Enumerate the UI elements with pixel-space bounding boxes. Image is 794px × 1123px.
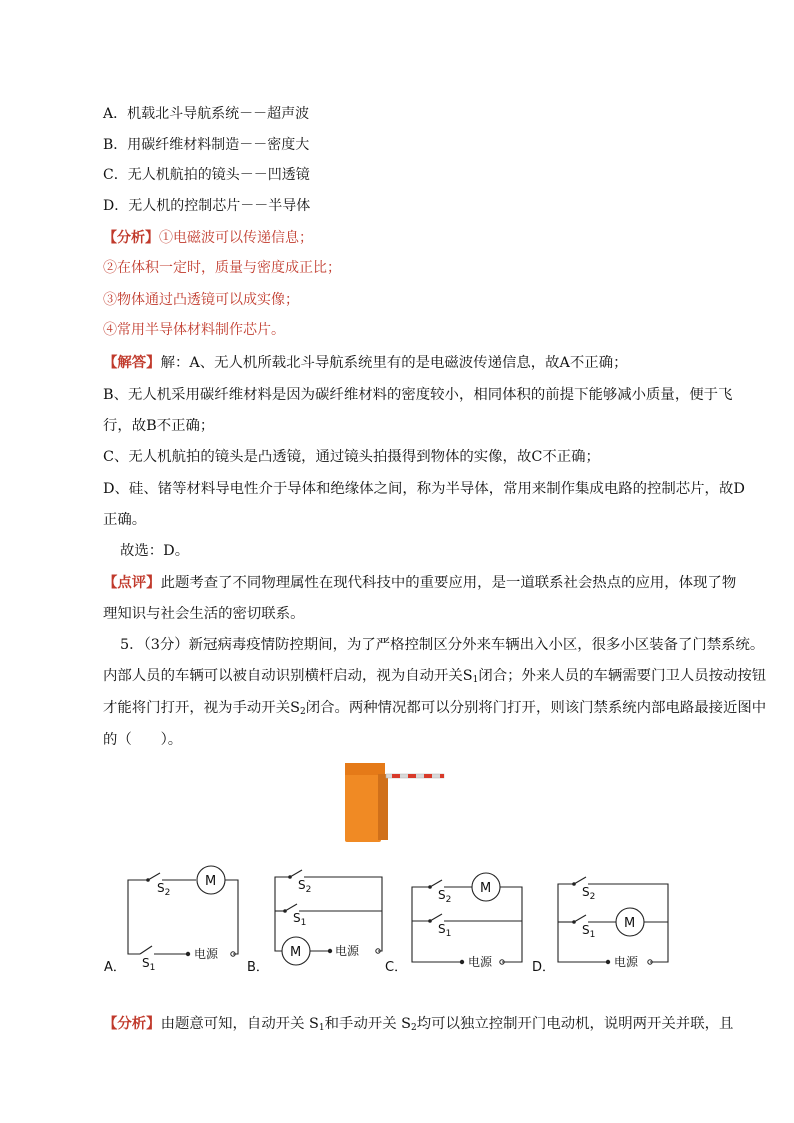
circuit-label-c: C． <box>385 960 408 975</box>
switch-s1-label: $S_1$ <box>293 911 307 928</box>
switch-s2-label: $S_2$ <box>298 878 312 895</box>
solution-text: 解：A、无人机所载北斗导航系统里有的是电磁波传递信息，故A不正确； <box>160 355 628 371</box>
circuit-a <box>128 866 238 954</box>
comment-line-2: 理知识与社会生活的密切联系。 <box>103 606 305 622</box>
analysis-text: ①电磁波可以传递信息； <box>159 230 313 246</box>
solution-line-3: 行，故B不正确； <box>103 418 215 434</box>
question-text: 闭合。两种情况都可以分别将门打开，则该门禁系统内部电路最接近图中 <box>305 700 767 716</box>
power-source-label: 电源 <box>335 944 360 958</box>
solution-line-6: 正确。 <box>103 512 147 528</box>
solution-tag: 【解答】 <box>103 354 161 371</box>
analysis5-sub: 2 <box>411 1023 417 1033</box>
switch-s2-label: $S_2$ <box>438 888 452 905</box>
solution-line-2: B、无人机采用碳纤维材料是因为碳纤维材料的密度较小，相同体积的前提下能够减小质量，便于飞 <box>103 387 733 403</box>
power-source-label: 电源 <box>614 955 639 969</box>
solution-line-4: C、无人机航拍的镜头是凸透镜，通过镜头拍摄得到物体的实像，故C不正确； <box>103 449 600 465</box>
question-text: 内部人员的车辆可以被自动识别横杆启动，视为自动开关 <box>103 668 463 684</box>
question-line-4: 的（ ）。 <box>103 732 183 748</box>
analysis5-tag: 【分析】 <box>103 1015 161 1032</box>
option-b: B．用碳纤维材料制造－－密度大 <box>103 137 310 153</box>
option-d: D．无人机的控制芯片－－半导体 <box>103 198 311 214</box>
analysis-line-2: ②在体积一定时，质量与密度成正比； <box>103 260 341 276</box>
circuit-label-d: D． <box>532 960 556 975</box>
circuit-d <box>558 877 668 962</box>
analysis-line-4: ④常用半导体材料制作芯片。 <box>103 322 285 338</box>
switch-s2-label: $S_2$ <box>157 881 171 898</box>
switch-s2-label: $S_2$ <box>290 700 306 717</box>
analysis-tag: 【分析】 <box>103 230 159 246</box>
analysis-line-3: ③物体通过凸透镜可以成实像； <box>103 292 299 308</box>
analysis5-text: 由题意可知，自动开关 S <box>160 1016 319 1032</box>
motor-label: M <box>624 916 636 931</box>
question-text: 才能将门打开，视为手动开关 <box>103 700 291 716</box>
analysis5-line <box>103 1014 733 1038</box>
solution-line-5: D、硅、锗等材料导电性介于导体和绝缘体之间，称为半导体，常用来制作集成电路的控制芯片，故D <box>103 481 745 497</box>
option-a: A．机载北斗导航系统－－超声波 <box>103 106 310 122</box>
motor-label: M <box>480 881 492 896</box>
switch-s1-label: $S_1$ <box>142 956 156 973</box>
question-text: 闭合；外来人员的车辆需要门卫人员按动按钮 <box>478 668 767 684</box>
analysis5-text: 和手动开关 S <box>324 1016 412 1032</box>
power-source-label: 电源 <box>194 947 219 961</box>
circuit-label-b: B． <box>247 960 269 975</box>
circuit-label-a: A． <box>104 960 126 975</box>
barrier-gate-image <box>345 763 444 842</box>
motor-label: M <box>205 874 217 889</box>
analysis5-text: 均可以独立控制开门电动机，说明两开关并联，且 <box>416 1016 734 1032</box>
switch-s1-label: $S_1$ <box>438 922 452 939</box>
comment-text: 此题考查了不同物理属性在现代科技中的重要应用，是一道联系社会热点的应用，体现了物 <box>160 575 737 591</box>
switch-s1-label: $S_1$ <box>582 923 596 940</box>
question-line-1: 5．（3分）新冠病毒疫情防控期间，为了严格控制区分外来车辆出入小区，很多小区装备了门禁系统。 <box>120 637 765 653</box>
answer-line: 故选：D。 <box>120 543 190 559</box>
analysis5-sub: 1 <box>318 1023 325 1033</box>
motor-label: M <box>290 945 302 960</box>
comment-tag: 【点评】 <box>103 574 161 591</box>
switch-s1-label: $S_1$ <box>462 668 479 685</box>
power-source-label: 电源 <box>468 955 493 969</box>
switch-s2-label: $S_2$ <box>582 885 596 902</box>
option-c: C．无人机航拍的镜头－－凹透镜 <box>103 167 310 183</box>
